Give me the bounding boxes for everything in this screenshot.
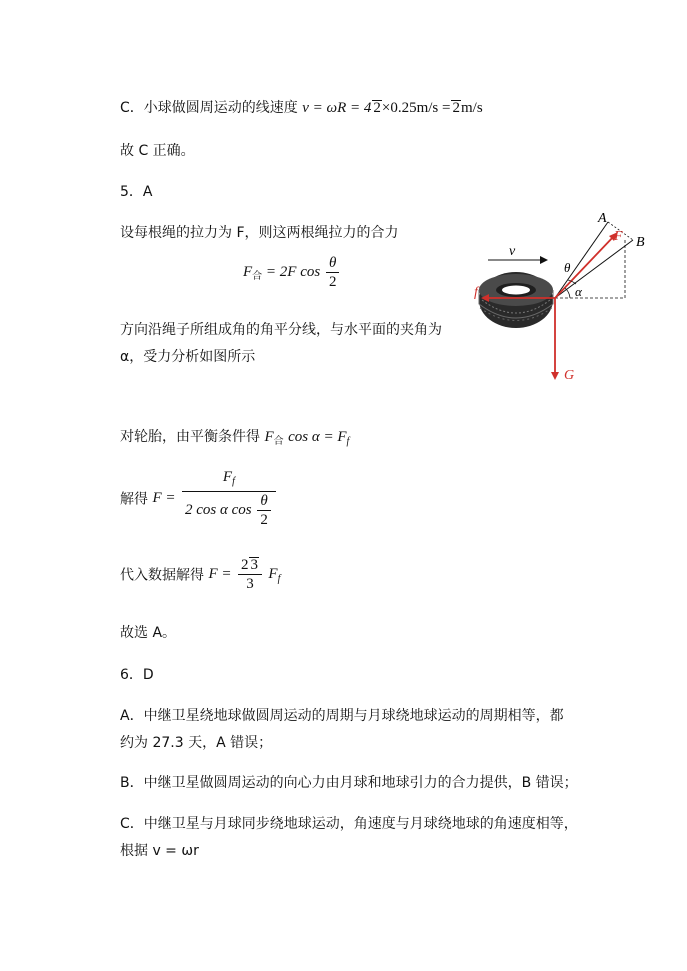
solve-fraction	[182, 468, 276, 529]
force-G-arrowhead	[551, 372, 559, 380]
q6-c-line1: C．中继卫星与月球同步绕地球运动，角速度与月球绕地球的角速度相等，	[120, 816, 578, 832]
label-alpha: α	[575, 284, 582, 299]
q6-answer: 6．D	[120, 667, 154, 683]
label-A: A	[598, 211, 607, 226]
c-sqrt-2: 2	[452, 100, 460, 116]
velocity-arrowhead	[540, 256, 548, 264]
q5-resultant-equation	[243, 254, 341, 291]
eq1-sub: 合	[252, 270, 263, 282]
q6-a-line1: A．中继卫星绕地球做圆周运动的周期与月球绕地球运动的周期相等，都	[120, 708, 564, 724]
solve-den-frac-num: θ	[257, 492, 271, 511]
q6-b-line: B．中继卫星做圆周运动的向心力由月球和地球引力的合力提供，B 错误；	[120, 775, 578, 791]
eq1-fraction	[326, 254, 340, 291]
label-B: B	[636, 235, 645, 250]
tire-image	[479, 272, 553, 328]
sub-tail-sub: f	[277, 573, 281, 585]
c-conclusion: 故 C 正确。	[120, 143, 195, 159]
sub-fraction	[238, 556, 262, 593]
label-F: F	[614, 229, 623, 244]
balance-eq: cos α = F	[288, 429, 347, 445]
q5-intro: 设每根绳的拉力为 F，则这两根绳拉力的合力	[120, 225, 399, 241]
q5-sub-text: 代入数据解得	[120, 567, 204, 584]
sub-num-coef: 2	[240, 557, 249, 573]
label-theta: θ	[564, 260, 571, 275]
balance-eq-sub: f	[346, 436, 350, 447]
c-speed-formula-end: m/s	[460, 100, 483, 116]
solve-num-sub: f	[232, 476, 235, 487]
solve-lhs: F =	[152, 490, 176, 506]
c-sqrt-1: 2	[373, 100, 381, 116]
q6-c-line2: 根据 v = ωr	[120, 843, 199, 859]
sub-num	[238, 556, 262, 575]
q6-a-line2: 约为 27.3 天，A 错误；	[120, 735, 273, 751]
sub-tail-F: F	[268, 566, 278, 582]
q5-balance-line	[120, 426, 349, 447]
q5-answer: 5．A	[120, 184, 153, 200]
q5-direction-line1: 方向沿绳子所组成角的角平分线，与水平面的夹角为	[120, 322, 442, 338]
c-speed-line	[120, 97, 483, 117]
eq1-frac-num: θ	[326, 254, 340, 273]
balance-F: F	[264, 429, 274, 445]
label-G: G	[564, 368, 575, 383]
eq1-frac-den: 2	[328, 274, 337, 290]
label-f: f	[474, 285, 478, 300]
tire-force-diagram	[468, 208, 668, 388]
q5-solve-text: 解得	[120, 491, 148, 508]
solve-den-fraction	[257, 492, 271, 529]
q5-direction-line2: α，受力分析如图所示	[120, 349, 256, 365]
q5-solve-line	[120, 468, 278, 529]
solve-den-frac-den: 2	[260, 512, 268, 528]
eq1-F: F	[243, 263, 253, 280]
solve-num	[182, 468, 276, 492]
q5-substitution-line	[120, 556, 280, 593]
sub-num-sqrt: 3	[250, 557, 258, 573]
c-speed-formula-mid: ×0.25m/s =	[381, 100, 451, 116]
sub-lhs: F =	[208, 566, 232, 582]
balance-F-sub: 合	[273, 436, 284, 447]
sub-den: 3	[246, 576, 254, 592]
label-v: v	[509, 244, 516, 259]
q5-choice: 故选 A。	[120, 625, 177, 641]
solve-num-F: F	[222, 469, 233, 485]
q5-balance-text: 对轮胎，由平衡条件得	[120, 429, 260, 445]
c-speed-text: C．小球做圆周运动的线速度	[120, 100, 298, 116]
solve-den	[182, 492, 276, 529]
eq1-rhs: = 2F cos	[265, 263, 321, 280]
solve-den-text: 2 cos α cos	[184, 501, 252, 518]
c-speed-formula-lhs: v = ωR = 4	[302, 100, 372, 116]
